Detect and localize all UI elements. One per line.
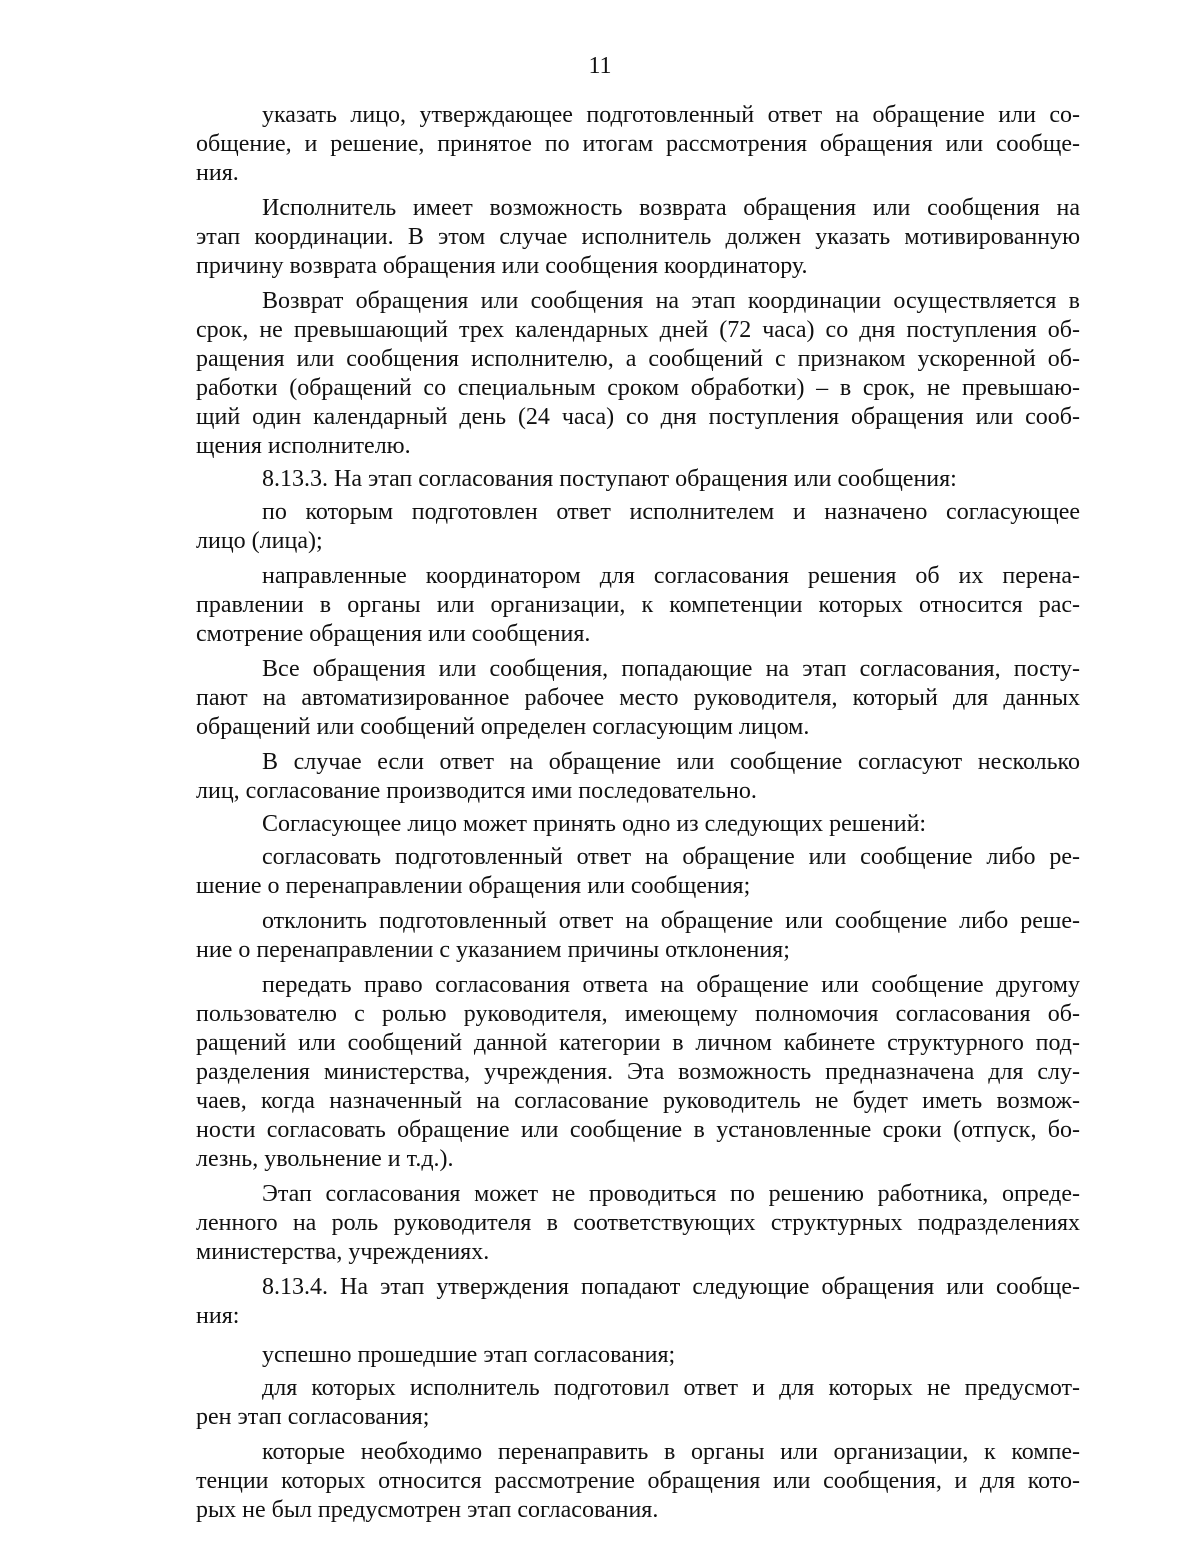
paragraph bbox=[196, 287, 1080, 461]
text-line: Исполнитель имеет возможность возврата обращения или сообщения на bbox=[262, 195, 1080, 221]
text-line: чаев, когда назначенный на согласование руководитель не будет иметь возмож- bbox=[196, 1088, 1080, 1114]
document-body bbox=[196, 101, 1080, 1525]
text-line: министерства, учреждениях. bbox=[196, 1239, 490, 1265]
text-line: работки (обращений со специальным сроком обработки) – в срок, не превышаю- bbox=[196, 375, 1080, 401]
text-line: ния: bbox=[196, 1303, 240, 1329]
text-line: отклонить подготовленный ответ на обращение или сообщение либо реше- bbox=[262, 908, 1080, 934]
text-line: ращений или сообщений данной категории в личном кабинете структурного под- bbox=[196, 1030, 1080, 1056]
text-line: причину возврата обращения или сообщения координатору. bbox=[196, 253, 808, 279]
text-line: 8.13.4. На этап утверждения попадают следующие обращения или сообще- bbox=[262, 1274, 1080, 1300]
text-line: В случае если ответ на обращение или сообщение согласуют несколько bbox=[262, 749, 1080, 775]
text-line: тенции которых относится рассмотрение обращения или сообщения, и для кото- bbox=[196, 1468, 1080, 1494]
text-line: которые необходимо перенаправить в органы или организации, к компе- bbox=[262, 1439, 1080, 1465]
text-line: рых не был предусмотрен этап согласования. bbox=[196, 1497, 659, 1523]
text-line: рен этап согласования; bbox=[196, 1404, 430, 1430]
text-line: успешно прошедшие этап согласования; bbox=[262, 1342, 676, 1368]
text-line: 8.13.3. На этап согласования поступают обращения или сообщения: bbox=[262, 466, 957, 492]
text-line: этап координации. В этом случае исполнитель должен указать мотивированную bbox=[196, 224, 1080, 250]
paragraph bbox=[196, 465, 1080, 494]
paragraph bbox=[196, 843, 1080, 901]
text-line: щий один календарный день (24 часа) со дня поступления обращения или сооб- bbox=[196, 404, 1080, 430]
text-line: направленные координатором для согласования решения об их перена- bbox=[262, 563, 1080, 589]
text-line: Возврат обращения или сообщения на этап координации осуществляется в bbox=[262, 288, 1080, 314]
paragraph bbox=[196, 194, 1080, 281]
paragraph bbox=[196, 1374, 1080, 1432]
text-line: ности согласовать обращение или сообщение в установленные сроки (отпуск, бо- bbox=[196, 1117, 1080, 1143]
text-line: для которых исполнитель подготовил ответ и для которых не предусмот- bbox=[262, 1375, 1080, 1401]
text-line: смотрение обращения или сообщения. bbox=[196, 621, 591, 647]
paragraph bbox=[196, 810, 1080, 839]
text-line: ния. bbox=[196, 160, 239, 186]
text-line: срок, не превышающий трех календарных дней (72 часа) со дня поступления об- bbox=[196, 317, 1080, 343]
text-line: Согласующее лицо может принять одно из следующих решений: bbox=[262, 811, 927, 837]
text-line: по которым подготовлен ответ исполнителем и назначено согласующее bbox=[262, 499, 1080, 525]
text-line: лицо (лица); bbox=[196, 528, 323, 554]
paragraph bbox=[196, 1273, 1080, 1331]
paragraph bbox=[196, 1438, 1080, 1525]
text-line: разделения министерства, учреждения. Эта возможность предназначена для слу- bbox=[196, 1059, 1080, 1085]
paragraph bbox=[196, 562, 1080, 649]
text-line: Этап согласования может не проводиться по решению работника, опреде- bbox=[262, 1181, 1080, 1207]
text-line: пают на автоматизированное рабочее место руководителя, который для данных bbox=[196, 685, 1080, 711]
text-line: указать лицо, утверждающее подготовленный ответ на обращение или со- bbox=[262, 102, 1080, 128]
text-line: лиц, согласование производится ими последовательно. bbox=[196, 778, 757, 804]
text-line: лезнь, увольнение и т.д.). bbox=[196, 1146, 454, 1172]
text-line: согласовать подготовленный ответ на обращение или сообщение либо ре- bbox=[262, 844, 1080, 870]
text-line: пользователю с ролью руководителя, имеющему полномочия согласования об- bbox=[196, 1001, 1080, 1027]
text-line: Все обращения или сообщения, попадающие на этап согласования, посту- bbox=[262, 656, 1080, 682]
paragraph bbox=[196, 1341, 1080, 1370]
page-number: 11 bbox=[588, 53, 612, 79]
text-line: обращений или сообщений определен согласующим лицом. bbox=[196, 714, 810, 740]
text-line: передать право согласования ответа на обращение или сообщение другому bbox=[262, 972, 1080, 998]
text-line: правлении в органы или организации, к компетенции которых относится рас- bbox=[196, 592, 1080, 618]
paragraph bbox=[196, 1180, 1080, 1267]
text-line: общение, и решение, принятое по итогам рассмотрения обращения или сообще- bbox=[196, 131, 1080, 157]
paragraph bbox=[196, 655, 1080, 742]
paragraph bbox=[196, 748, 1080, 806]
text-line: ращения или сообщения исполнителю, а сообщений с признаком ускоренной об- bbox=[196, 346, 1080, 372]
text-line: ние о перенаправлении с указанием причины отклонения; bbox=[196, 937, 790, 963]
paragraph bbox=[196, 101, 1080, 188]
paragraph bbox=[196, 907, 1080, 965]
paragraph bbox=[196, 971, 1080, 1174]
text-line: щения исполнителю. bbox=[196, 433, 411, 459]
text-line: шение о перенаправлении обращения или сообщения; bbox=[196, 873, 751, 899]
text-line: ленного на роль руководителя в соответствующих структурных подразделениях bbox=[196, 1210, 1080, 1236]
paragraph bbox=[196, 498, 1080, 556]
